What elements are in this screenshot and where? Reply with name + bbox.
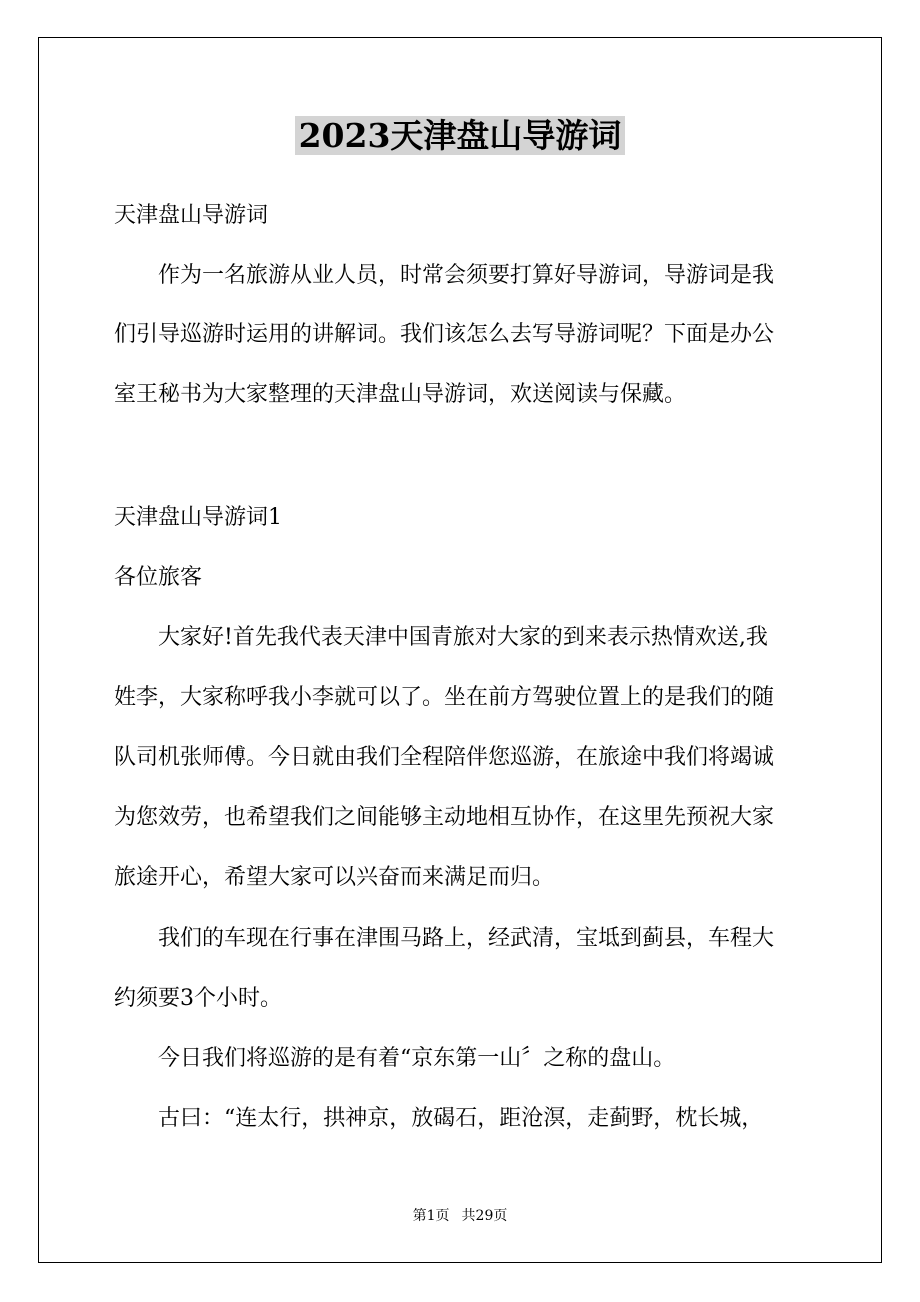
paragraph-line: 们引导巡游时运用的讲解词。我们该怎么去写导游词呢？下面是办公 (114, 322, 775, 347)
document-title-text: 2023天津盘山导游词 (295, 116, 626, 155)
paragraph-line: 今日我们将巡游的是有着“京东第一山〞之称的盘山。 (158, 1046, 676, 1071)
page-total: 共29页 (461, 1208, 508, 1224)
intro-heading: 天津盘山导游词 (114, 203, 269, 228)
paragraph-line: 约须要3个小时。 (114, 986, 282, 1011)
paragraph-line: 室王秘书为大家整理的天津盘山导游词，欢送阅读与保藏。 (114, 382, 687, 407)
page-footer (0, 1206, 920, 1226)
paragraph-line: 大家好!首先我代表天津中国青旅对大家的到来表示热情欢送,我 (158, 625, 768, 650)
section-heading: 天津盘山导游词1 (114, 505, 282, 530)
paragraph-line: 队司机张师傅。今日就由我们全程陪伴您巡游，在旅途中我们将竭诚 (114, 745, 775, 770)
salutation: 各位旅客 (114, 565, 203, 590)
document-title (0, 114, 920, 158)
page-number: 第1页 (412, 1208, 450, 1224)
paragraph-line: 我们的车现在行事在津围马路上，经武清，宝坻到蓟县，车程大 (158, 926, 775, 951)
paragraph-line: 为您效劳，也希望我们之间能够主动地相互协作，在这里先预祝大家 (114, 805, 775, 830)
paragraph-line: 作为一名旅游从业人员，时常会须要打算好导游词，导游词是我 (158, 263, 775, 288)
paragraph-line: 姓李，大家称呼我小李就可以了。坐在前方驾驶位置上的是我们的随 (114, 685, 775, 710)
paragraph-line: 古曰：“连太行，拱神京，放碣石，距沧溟，走蓟野，枕长城， (158, 1106, 764, 1131)
paragraph-line: 旅途开心，希望大家可以兴奋而来满足而归。 (114, 865, 555, 890)
